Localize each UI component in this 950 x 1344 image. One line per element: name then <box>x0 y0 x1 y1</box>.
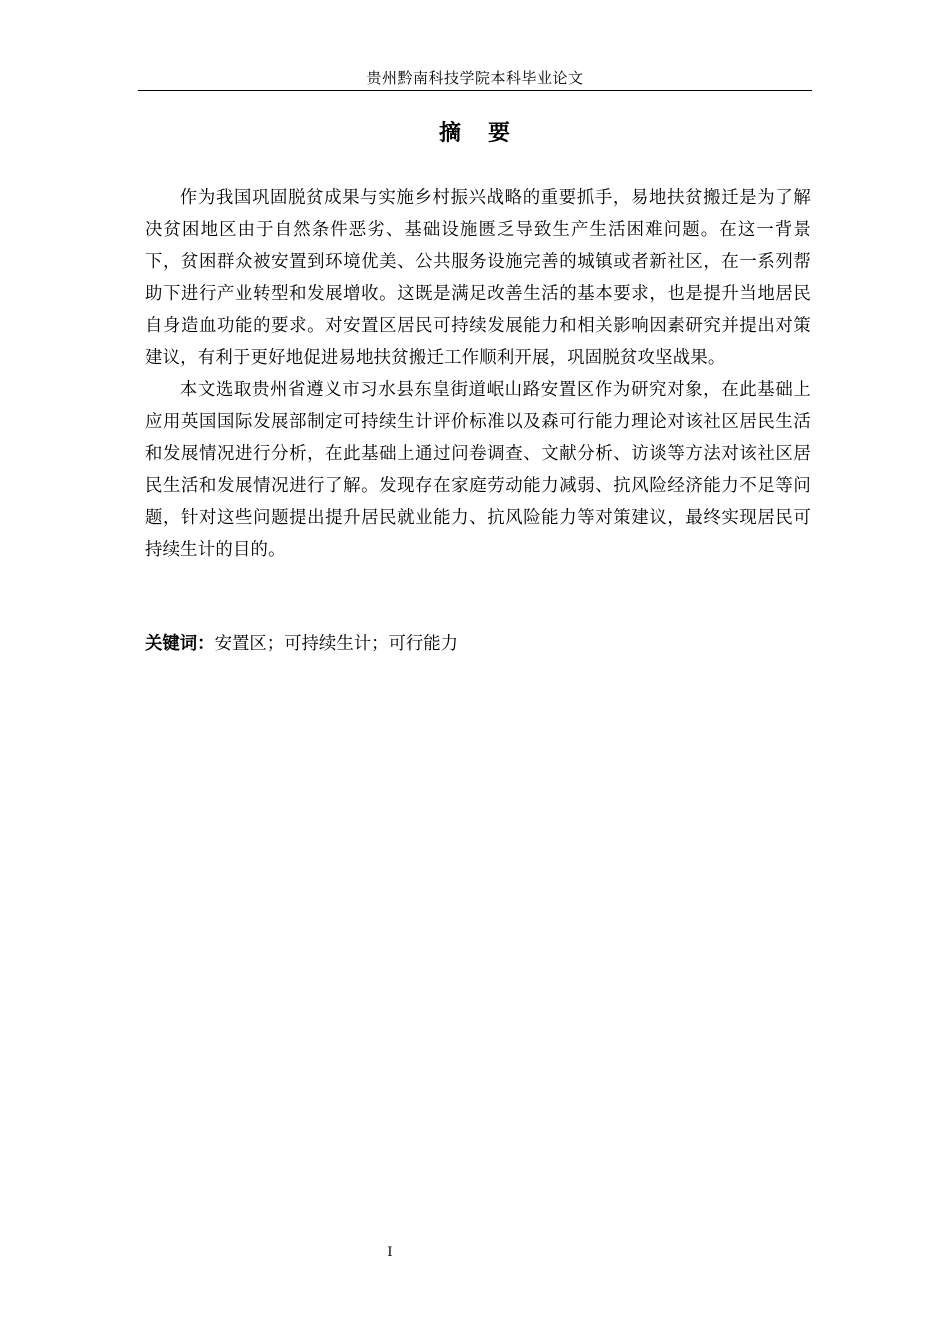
running-header: 贵州黔南科技学院本科毕业论文 <box>366 69 584 87</box>
keywords-line <box>145 630 811 658</box>
header-rule <box>138 90 812 91</box>
abstract-title-part-2: 要 <box>488 121 512 146</box>
keywords-text: 安置区；可持续生计；可行能力 <box>214 634 459 654</box>
abstract-paragraph-1: 作为我国巩固脱贫成果与实施乡村振兴战略的重要抓手，易地扶贫搬迁是为了解决贫困地区由于自然条件恶劣、基础设施匮乏导致生产生活困难问题。在这一背景下，贫困群众被安置到环境优美、公共服务设施完善的城镇或者新社区，在一系列帮助下进行产业转型和发展增收。这既是满足改善生活的基本要求，也是提升当地居民自身造血功能的要求。对安置区居民可持续发展能力和相关影响因素研究并提出对策建议，有利于更好地促进易地扶贫搬迁工作顺利开展，巩固脱贫攻坚战果。 <box>145 188 811 368</box>
abstract-title-part-1: 摘 <box>438 121 462 146</box>
abstract-title <box>138 120 812 148</box>
abstract-paragraph-2: 本文选取贵州省遵义市习水县东皇街道岷山路安置区作为研究对象，在此基础上应用英国国际发展部制定可持续生计评价标准以及森可行能力理论对该社区居民生活和发展情况进行分析，在此基础上通过问卷调查、文献分析、访谈等方法对该社区居民生活和发展情况进行了解。发现存在家庭劳动能力减弱、抗风险经济能力不足等问题，针对这些问题提出提升居民就业能力、抗风险能力等对策建议，最终实现居民可持续生计的目的。 <box>145 380 811 560</box>
keywords-label: 关键词： <box>145 634 215 654</box>
page-number: I <box>387 1245 393 1260</box>
abstract-body <box>145 182 811 566</box>
